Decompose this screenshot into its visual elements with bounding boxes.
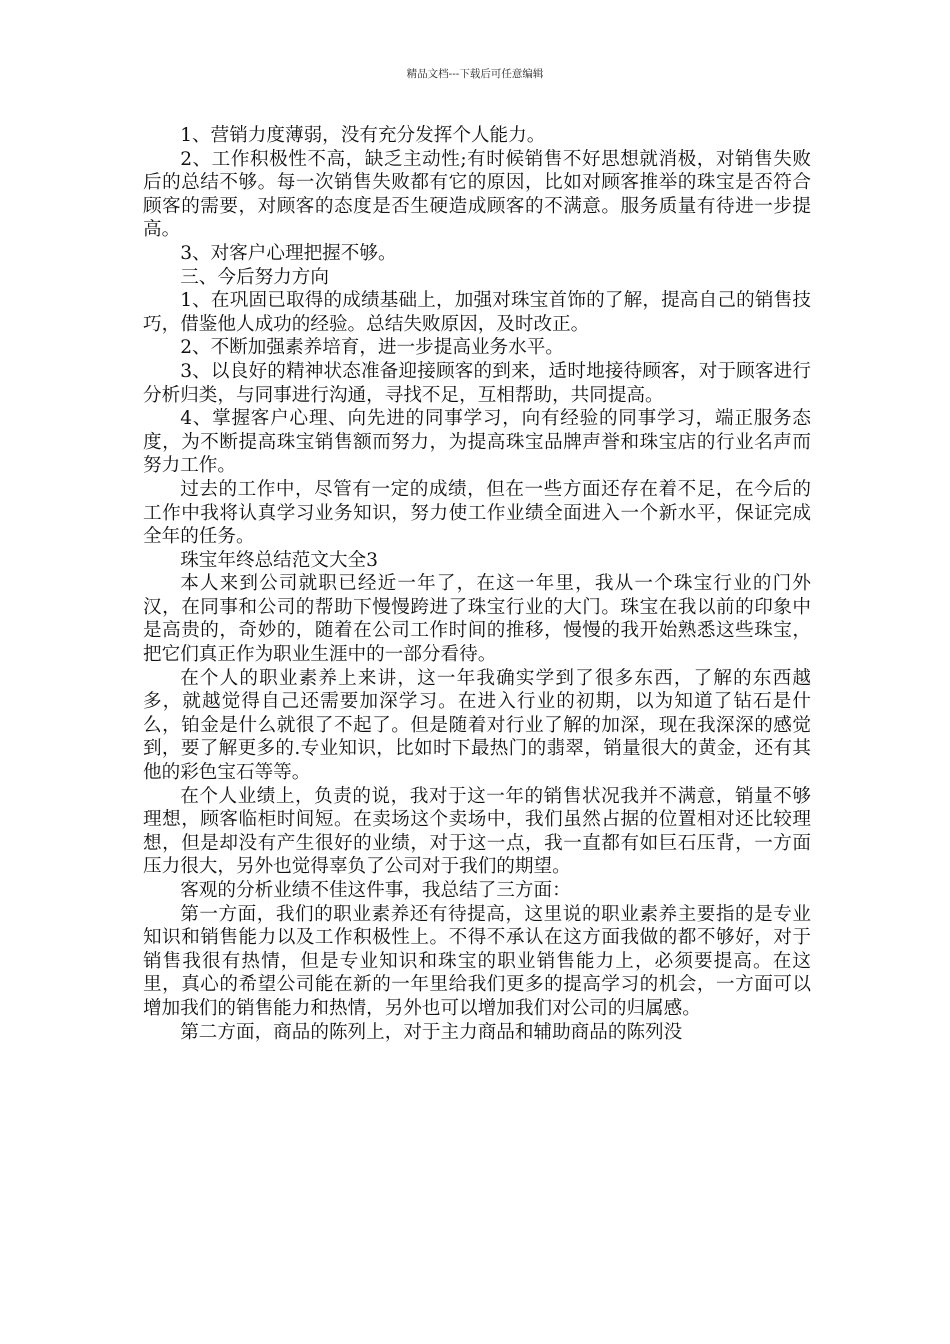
paragraph: 3、对客户心理把握不够。 <box>180 242 397 264</box>
document-body <box>143 124 811 1044</box>
paragraph: 3、以良好的精神状态准备迎接顾客的到来，适时地接待顾客，对于顾客进行分析归类，与同事进行沟通，寻找不足，互相帮助，共同提高。 <box>143 360 811 406</box>
page-header: 精品文档---下载后可任意编辑 <box>406 68 544 80</box>
paragraph: 在个人业绩上，负责的说，我对于这一年的销售状况我并不满意，销量不够理想，顾客临柜时间短。在卖场这个卖场中，我们虽然占据的位置相对还比较理想，但是却没有产生很好的业绩，对于这一点，我一直都有如巨石压背，一方面压力很大，另外也觉得辜负了公司对于我们的期望。 <box>143 785 811 878</box>
paragraph: 第一方面，我们的职业素养还有待提高，这里说的职业素养主要指的是专业知识和销售能力以及工作积极性上。不得不承认在这方面我做的都不够好，对于销售我很有热情，但是专业知识和珠宝的职业销售能力上，必须要提高。在这里，真心的希望公司能在新的一年里给我们更多的提高学习的机会，一方面可以增加我们的销售能力和热情，另外也可以增加我们对公司的归属感。 <box>143 903 811 1019</box>
paragraph: 2、不断加强素养培育，进一步提高业务水平。 <box>180 337 564 359</box>
section-heading: 珠宝年终总结范文大全3 <box>180 549 378 571</box>
paragraph: 本人来到公司就职已经近一年了，在这一年里，我从一个珠宝行业的门外汉，在同事和公司的帮助下慢慢跨进了珠宝行业的大门。珠宝在我以前的印象中是高贵的，奇妙的，随着在公司工作时间的推移，慢慢的我开始熟悉这些珠宝，把它们真正作为职业生涯中的一部分看待。 <box>143 573 811 666</box>
paragraph: 1、在巩固已取得的成绩基础上，加强对珠宝首饰的了解，提高自己的销售技巧，借鉴他人成功的经验。总结失败原因，及时改正。 <box>143 290 811 335</box>
section-heading: 三、今后努力方向 <box>180 266 329 288</box>
paragraph: 客观的分析业绩不佳这件事，我总结了三方面： <box>180 880 571 901</box>
paragraph: 过去的工作中，尽管有一定的成绩，但在一些方面还存在着不足，在今后的工作中我将认真学习业务知识，努力使工作业绩全面进入一个新水平，保证完成全年的任务。 <box>143 478 811 548</box>
paragraph: 第二方面，商品的陈列上，对于主力商品和辅助商品的陈列没 <box>180 1021 683 1043</box>
paragraph: 2、工作积极性不高，缺乏主动性;有时候销售不好思想就消极，对销售失败后的总结不够。每一次销售失败都有它的原因，比如对顾客推举的珠宝是否符合顾客的需要，对顾客的态度是否生硬造成顾客的不满意。服务质量有待进一步提高。 <box>143 148 811 241</box>
paragraph: 1、营销力度薄弱，没有充分发挥个人能力。 <box>180 125 546 146</box>
paragraph: 在个人的职业素养上来讲，这一年我确实学到了很多东西，了解的东西越多，就越觉得自己还需要加深学习。在进入行业的初期，以为知道了钻石是什么，铂金是什么就很了不起了。但是随着对行业了解的加深，现在我深深的感觉到，要了解更多的.专业知识，比如时下最热门的翡翠，销量很大的黄金，还有其他的彩色宝石等等。 <box>143 667 811 784</box>
paragraph: 4、掌握客户心理、向先进的同事学习，向有经验的同事学习，端正服务态度，为不断提高珠宝销售额而努力，为提高珠宝品牌声誉和珠宝店的行业名声而努力工作。 <box>143 408 811 477</box>
